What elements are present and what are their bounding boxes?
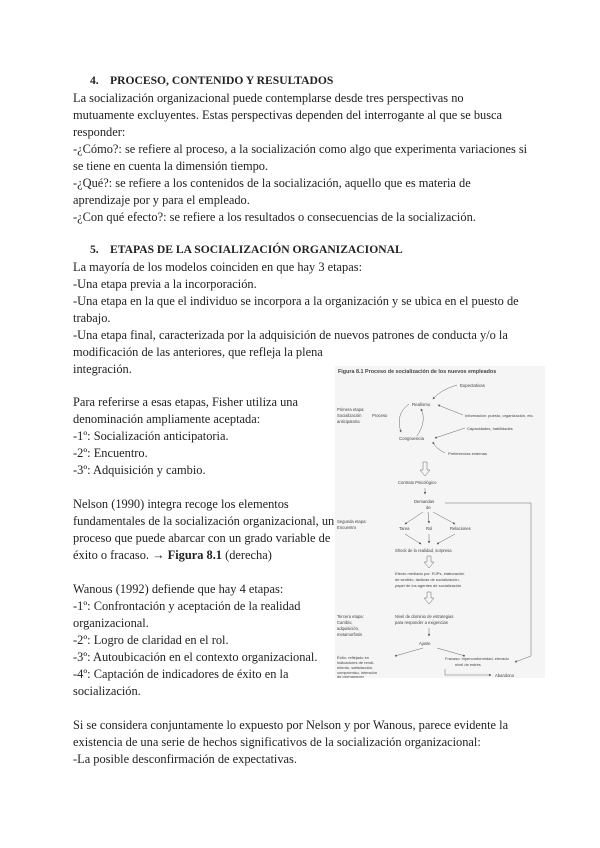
expectativas-node: Expectativas [460, 383, 485, 388]
fisher-line: -1º: Socialización anticipatoria. [73, 429, 229, 443]
stage1-line-2: Socialización [337, 413, 362, 418]
exito-line-2: indicadores de rendi- [337, 660, 375, 665]
wanous-line: socialización. [73, 684, 141, 698]
stage2-line-1: Segunda etapa: [337, 519, 367, 524]
section-4-line: -¿Con qué efecto?: se refiere a los resultados o consecuencias de la socialización. [73, 210, 476, 224]
wanous-line: organizacional. [73, 616, 149, 630]
relaciones-node: Relaciones [450, 526, 471, 531]
wanous-line: -3º: Autoubicación en el contexto organizacional. [73, 650, 318, 664]
section-4-heading [90, 73, 333, 89]
nelson-last-line [73, 547, 272, 563]
figure-reference: Figura 8.1 [167, 548, 223, 562]
fisher-line: denominación ampliamente aceptada: [73, 412, 261, 426]
section-4-line: -¿Cómo?: se refiere al proceso, a la socialización como algo que experimenta variaciones si [73, 142, 528, 156]
stage3-line-4: metamorfosis [337, 632, 363, 637]
section-5-title: ETAPAS DE LA SOCIALIZACIÓN ORGANIZACIONAL [110, 243, 403, 256]
exito-line-1: Éxito: reflejado en [337, 655, 370, 660]
wanous-line: -4º: Captación de indicadores de éxito en la [73, 667, 289, 681]
efecto-line-3: papel de los agentes de socialización [395, 583, 462, 588]
stage1-line-3: anticipatoria [337, 419, 360, 424]
section-4-line: responder: [73, 125, 126, 139]
figure-8-1 [335, 366, 545, 678]
contrato-node: Contrato Psicológico [398, 480, 437, 485]
figure-label: Figura 8.1 [338, 369, 364, 375]
capacidades-node: Capacidades, habilidades [467, 426, 513, 431]
section-4-line: aprendizaje por y para el empleado. [73, 193, 250, 207]
exito-line-5: de permanecer [337, 674, 364, 678]
section-5-line: modificación de las anteriores, que refleja la plena [73, 345, 323, 359]
tarea-node: Tarea [399, 526, 410, 531]
nelson-line: fundamentales de la socialización organizacional, un [73, 514, 335, 528]
fracaso-line-2: nivel de estrés [455, 662, 481, 667]
stage1-line-1: Primera etapa: [337, 407, 365, 412]
rol-node: Rol [426, 526, 433, 531]
nelson-line: proceso que puede abarcar con un grado variable de [73, 531, 331, 545]
realismo-node: Realismo [412, 402, 431, 407]
ajuste-node: Ajuste [419, 641, 431, 646]
stage3-line-1: Tercera etapa: [337, 614, 364, 619]
nelson-line: Nelson (1990) integra recoge los elementos [73, 497, 289, 511]
section-4-title: PROCESO, CONTENIDO Y RESULTADOS [110, 74, 334, 87]
exito-line-4: compromiso, intención [337, 670, 378, 675]
section-5-line: integración. [73, 362, 132, 376]
stage3-line-2: Cambio, [337, 620, 353, 625]
conclusion-line: existencia de una serie de hechos significativos de la socialización organizacional: [73, 735, 481, 749]
section-5-line: -Una etapa previa a la incorporación. [73, 277, 257, 291]
section-4-line: mutuamente excluyentes. Estas perspectivas dependen del interrogante al que se busca [73, 108, 503, 122]
efecto-line-2: de sentido, tácticas de socialización, [395, 577, 460, 582]
informacion-node: Información: puesto, organización, etc. [465, 413, 534, 418]
conclusion-line: Si se considera conjuntamente lo expuesto por Nelson y por Wanous, parece evidente la [73, 718, 509, 732]
fisher-line: -2º: Encuentro. [73, 446, 148, 460]
section-5-line: -Una etapa final, caracterizada por la adquisición de nuevos patrones de conducta y/o la [73, 328, 508, 342]
demandas-line-1: Demandas [414, 499, 435, 504]
proceso-label: Proceso [372, 413, 388, 418]
abandono-node: Abandono [495, 673, 515, 678]
shock-node: Shock de la realidad, sorpresa [395, 548, 452, 553]
section-4-line: se tiene en cuenta la dimensión tiempo. [73, 159, 269, 173]
section-5-line: La mayoría de los modelos coinciden en que hay 3 etapas: [73, 260, 363, 274]
exito-line-3: miento, satisfacción, [337, 665, 374, 670]
fisher-line: Para referirse a esas etapas, Fisher utiliza una [73, 395, 298, 409]
wanous-line: Wanous (1992) defiende que hay 4 etapas: [73, 582, 284, 596]
section-4-line: -¿Qué?: se refiere a los contenidos de la socialización, aquello que es materia de [73, 176, 471, 190]
fracaso-line-1: Fracaso: hiperconformidad, elevado [445, 656, 509, 661]
nelson-last-prefix: éxito o fracaso. → [73, 548, 168, 562]
section-5-heading [90, 242, 403, 258]
section-5-number: 5. [90, 243, 99, 256]
figure-title: Proceso de socialización de los nuevos empleados [365, 369, 497, 375]
section-5-line: -Una etapa en la que el individuo se incorpora a la organización y se ubica en el puesto de [73, 294, 519, 308]
fisher-line: -3º: Adquisición y cambio. [73, 463, 206, 477]
nivel-line-1: Nivel de dominio de estrategias [395, 614, 454, 619]
nivel-line-2: para responder a exigencias [395, 620, 448, 625]
wanous-line: -1º: Confrontación y aceptación de la realidad [73, 599, 301, 613]
wanous-line: -2º: Logro de claridad en el rol. [73, 633, 229, 647]
nelson-last-suffix: (derecha) [222, 548, 272, 562]
socialization-diagram [335, 366, 545, 678]
section-4-number: 4. [90, 74, 99, 87]
congruencia-node: Congruencia [399, 436, 424, 441]
stage3-line-3: adquisición, [337, 626, 360, 631]
conclusion-line: -La posible desconfirmación de expectativas. [73, 752, 297, 766]
section-5-line: trabajo. [73, 311, 111, 325]
preferencias-node: Preferencias externas [448, 451, 487, 456]
demandas-line-2: de [426, 505, 431, 510]
stage2-line-2: Encuentro [337, 525, 357, 530]
efecto-line-1: Efecto mediado por: RJPs, elaboración [395, 571, 465, 576]
section-4-line: La socialización organizacional puede contemplarse desde tres perspectivas no [73, 91, 464, 105]
